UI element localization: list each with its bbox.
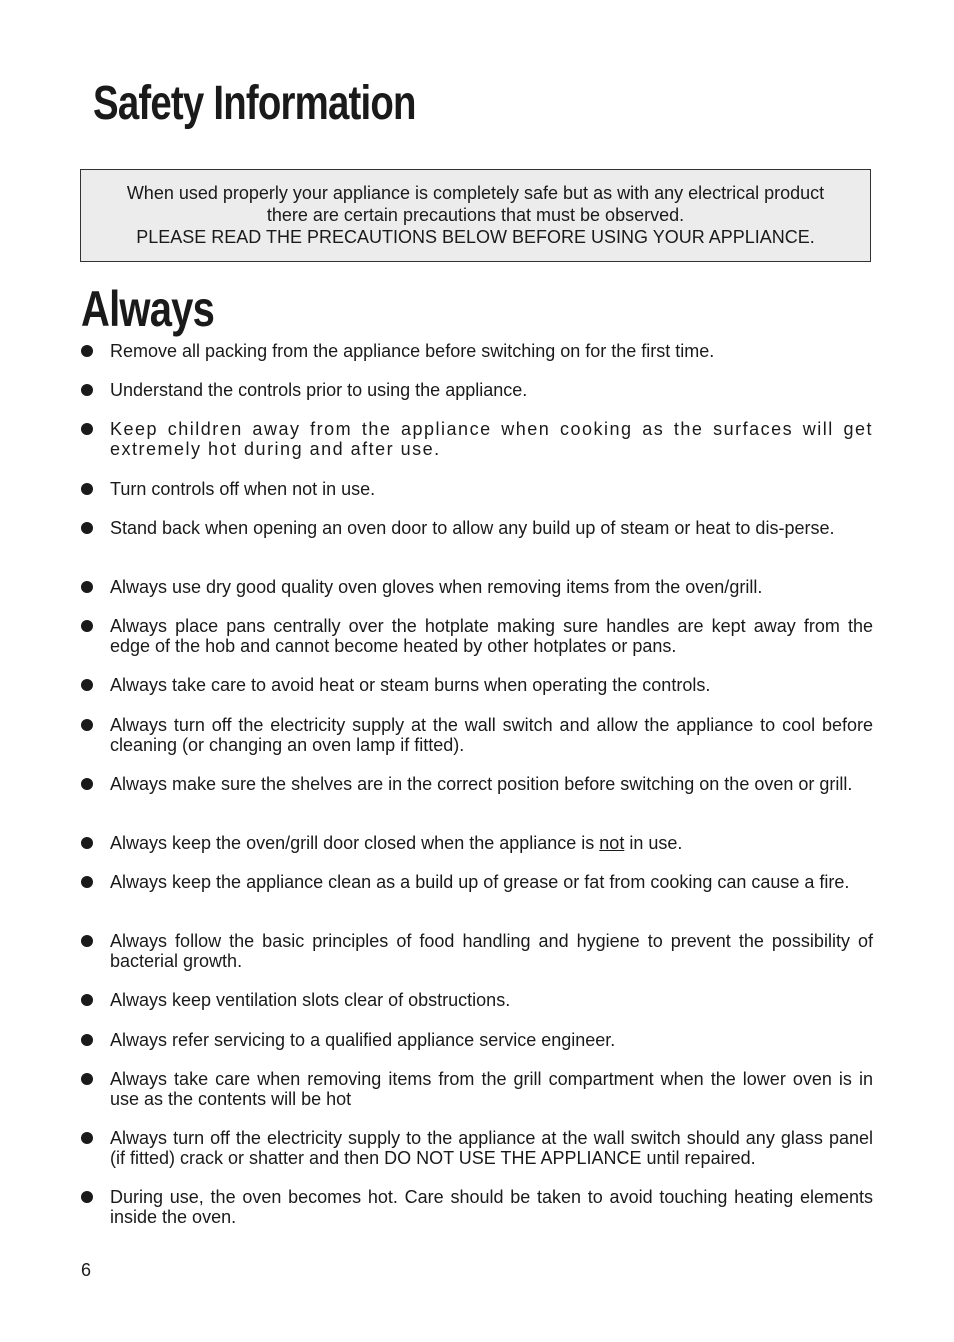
- bullet-icon: [81, 345, 93, 357]
- list-item: [80, 715, 873, 755]
- notice-line: PLEASE READ THE PRECAUTIONS BELOW BEFORE USING YOUR APPLIANCE.: [136, 227, 815, 247]
- bullet-icon: [81, 837, 93, 849]
- list-item: [80, 1030, 873, 1050]
- list-item: [80, 833, 873, 853]
- notice-line: When used properly your appliance is completely safe but as with any electrical product: [126, 183, 825, 203]
- bullet-icon: [81, 778, 93, 790]
- list-item-text: Always keep ventilation slots clear of obstructions.: [110, 990, 511, 1010]
- list-item-text: Always keep the oven/grill door closed when the appliance is not in use.: [110, 833, 683, 853]
- list-item: [80, 380, 873, 400]
- list-item: [80, 419, 873, 459]
- list-item-text: Stand back when opening an oven door to allow any build up of steam or heat to dis-perse.: [110, 518, 835, 538]
- list-item-text: Always make sure the shelves are in the correct position before switching on the oven or grill.: [110, 774, 853, 794]
- list-item: [80, 341, 873, 361]
- list-item: [80, 616, 873, 656]
- bullet-icon: [81, 423, 93, 435]
- list-item-text: Always refer servicing to a qualified appliance service engineer.: [110, 1030, 616, 1050]
- bullet-icon: [81, 994, 93, 1006]
- page-title: Safety Information: [93, 77, 416, 130]
- bullet-icon: [81, 719, 93, 731]
- bullet-icon: [81, 1073, 93, 1085]
- page-number: 6: [81, 1260, 92, 1280]
- list-item: [80, 518, 873, 538]
- bullet-icon: [81, 1034, 93, 1046]
- list-item: [80, 872, 873, 892]
- list-item: [80, 577, 873, 597]
- bullet-icon: [81, 522, 93, 534]
- list-item: [80, 931, 873, 971]
- bullet-icon: [81, 483, 93, 495]
- list-item: [80, 675, 873, 695]
- bullet-icon: [81, 679, 93, 691]
- list-item-text: Keep children away from the appliance when cooking as the surfaces will get extremely hot during and after use.: [110, 419, 873, 459]
- list-item-text: Always take care when removing items from the grill compartment when the lower oven is in use as the contents will be hot: [110, 1069, 873, 1109]
- bullet-icon: [81, 384, 93, 396]
- list-item-text: Always turn off the electricity supply to the appliance at the wall switch should any glass panel (if fitted) crack or shatter and then DO NOT USE THE APPLIANCE until repaired.: [110, 1128, 873, 1168]
- bullet-icon: [81, 620, 93, 632]
- list-item: [80, 1128, 873, 1168]
- bullet-icon: [81, 581, 93, 593]
- list-item-text: Always keep the appliance clean as a build up of grease or fat from cooking can cause a fire.: [110, 872, 850, 892]
- list-item: [80, 774, 873, 794]
- list-item: [80, 479, 873, 499]
- list-item-text: Always place pans centrally over the hotplate making sure handles are kept away from the edge of the hob and cannot become heated by other hotplates or pans.: [110, 616, 873, 656]
- list-item-text: During use, the oven becomes hot. Care should be taken to avoid touching heating elements inside the oven.: [110, 1187, 873, 1227]
- list-item: [80, 990, 873, 1010]
- list-item-text: Always follow the basic principles of food handling and hygiene to prevent the possibility of bacterial growth.: [110, 931, 873, 971]
- list-item-text: Always take care to avoid heat or steam burns when operating the controls.: [110, 675, 711, 695]
- list-item: [80, 1069, 873, 1109]
- bullet-icon: [81, 935, 93, 947]
- notice-box: [80, 169, 871, 262]
- bullet-icon: [81, 1191, 93, 1203]
- list-item-text: Always use dry good quality oven gloves when removing items from the oven/grill.: [110, 577, 763, 597]
- section-title-always: Always: [81, 281, 215, 337]
- bullet-icon: [81, 876, 93, 888]
- list-item-text: Remove all packing from the appliance before switching on for the first time.: [110, 341, 715, 361]
- list-item: [80, 1187, 873, 1227]
- list-item-text: Always turn off the electricity supply at the wall switch and allow the appliance to cool before cleaning (or changing an oven lamp if fitted).: [110, 715, 873, 755]
- bullet-icon: [81, 1132, 93, 1144]
- underlined-word: not: [599, 833, 625, 853]
- list-item-text: Turn controls off when not in use.: [110, 479, 376, 499]
- list-item-text: Understand the controls prior to using the appliance.: [110, 380, 528, 400]
- notice-line: there are certain precautions that must be observed.: [266, 205, 685, 225]
